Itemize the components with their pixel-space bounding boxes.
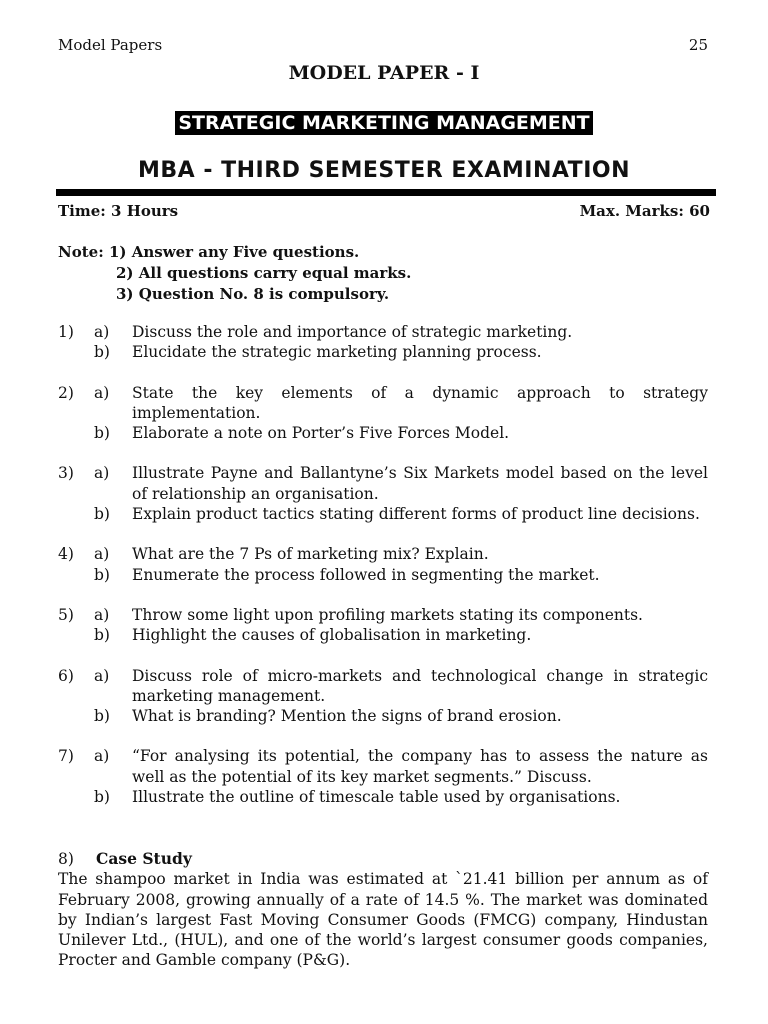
part-label: b) (94, 788, 110, 807)
note-line-3: 3) Question No. 8 is compulsory. (116, 285, 390, 303)
question-number: 1) (58, 323, 74, 341)
question-text: State the key elements of a dynamic approach to strategy implementation. (132, 383, 708, 422)
running-header: Model Papers (58, 36, 163, 54)
part-label: b) (94, 565, 110, 584)
part-label: a) (94, 747, 110, 766)
part-label: a) (94, 464, 110, 483)
question-7 (58, 746, 708, 807)
exam-title: MBA - THIRD SEMESTER EXAMINATION (137, 158, 630, 183)
case-study (58, 849, 708, 971)
question-text: “For analysing its potential, the company has to assess the nature as well as the potential of its key market segments.” Discuss. (132, 747, 708, 786)
divider-rule (56, 189, 716, 196)
question-text: Enumerate the process followed in segmenting the market. (132, 565, 600, 584)
question-number: 5) (58, 605, 74, 624)
question-6 (58, 666, 708, 727)
question-text: Illustrate the outline of timescale table used by organisations. (132, 788, 621, 807)
question-number: 3) (58, 464, 74, 483)
question-text: What is branding? Mention the signs of brand erosion. (132, 707, 562, 726)
question-text: Elaborate a note on Porter’s Five Forces Model. (132, 424, 510, 443)
question-text: Highlight the causes of globalisation in marketing. (132, 626, 532, 645)
part-label: b) (94, 505, 110, 524)
part-label: a) (94, 666, 110, 685)
question-text: Discuss the role and importance of strategic marketing. (132, 323, 573, 341)
part-label: a) (94, 605, 110, 624)
question-3 (58, 463, 708, 524)
part-label: a) (94, 323, 110, 341)
part-label: b) (94, 707, 110, 726)
question-4 (58, 544, 708, 585)
instructions-note (58, 242, 411, 305)
part-label: b) (94, 626, 110, 645)
question-text: Illustrate Payne and Ballantyne’s Six Markets model based on the level of relationship an organisation. (132, 464, 708, 503)
case-study-body: The shampoo market in India was estimated at `21.41 billion per annum as of February 2008, growing annually of a rate of 14.5 %. The market was dominated by Indian’s largest Fast Moving Consumer Goods (FMCG) company, Hindustan Unilever Ltd., (HUL), and one of the world’s largest consumer goods companies, Procter and Gamble company (P&G). (58, 870, 708, 970)
question-number: 7) (58, 747, 74, 766)
question-number: 8) (58, 850, 74, 868)
page-number: 25 (688, 36, 708, 54)
question-number: 2) (58, 383, 74, 402)
note-line-1: Note: 1) Answer any Five questions. (58, 243, 360, 261)
question-5 (58, 605, 708, 646)
question-number: 4) (58, 545, 74, 564)
question-list (58, 322, 708, 827)
question-text: Explain product tactics stating different forms of product line decisions. (132, 505, 700, 524)
note-line-2: 2) All questions carry equal marks. (116, 264, 412, 282)
question-1 (58, 322, 708, 363)
question-text: Discuss role of micro-markets and technological change in strategic marketing management. (132, 666, 708, 705)
question-text: What are the 7 Ps of marketing mix? Explain. (132, 545, 489, 564)
question-text: Throw some light upon profiling markets stating its components. (132, 605, 643, 624)
part-label: b) (94, 343, 110, 362)
case-study-title: Case Study (96, 849, 192, 868)
question-2 (58, 383, 708, 444)
part-label: a) (94, 545, 110, 564)
subject-title: STRATEGIC MARKETING MANAGEMENT (175, 111, 592, 135)
max-marks: Max. Marks: 60 (579, 202, 710, 220)
question-number: 6) (58, 666, 74, 685)
paper-title: MODEL PAPER - I (288, 62, 480, 84)
part-label: b) (94, 424, 110, 443)
subject-banner (0, 111, 768, 135)
time-allowed: Time: 3 Hours (58, 202, 179, 220)
question-text: Elucidate the strategic marketing planning process. (132, 343, 542, 362)
part-label: a) (94, 383, 110, 402)
